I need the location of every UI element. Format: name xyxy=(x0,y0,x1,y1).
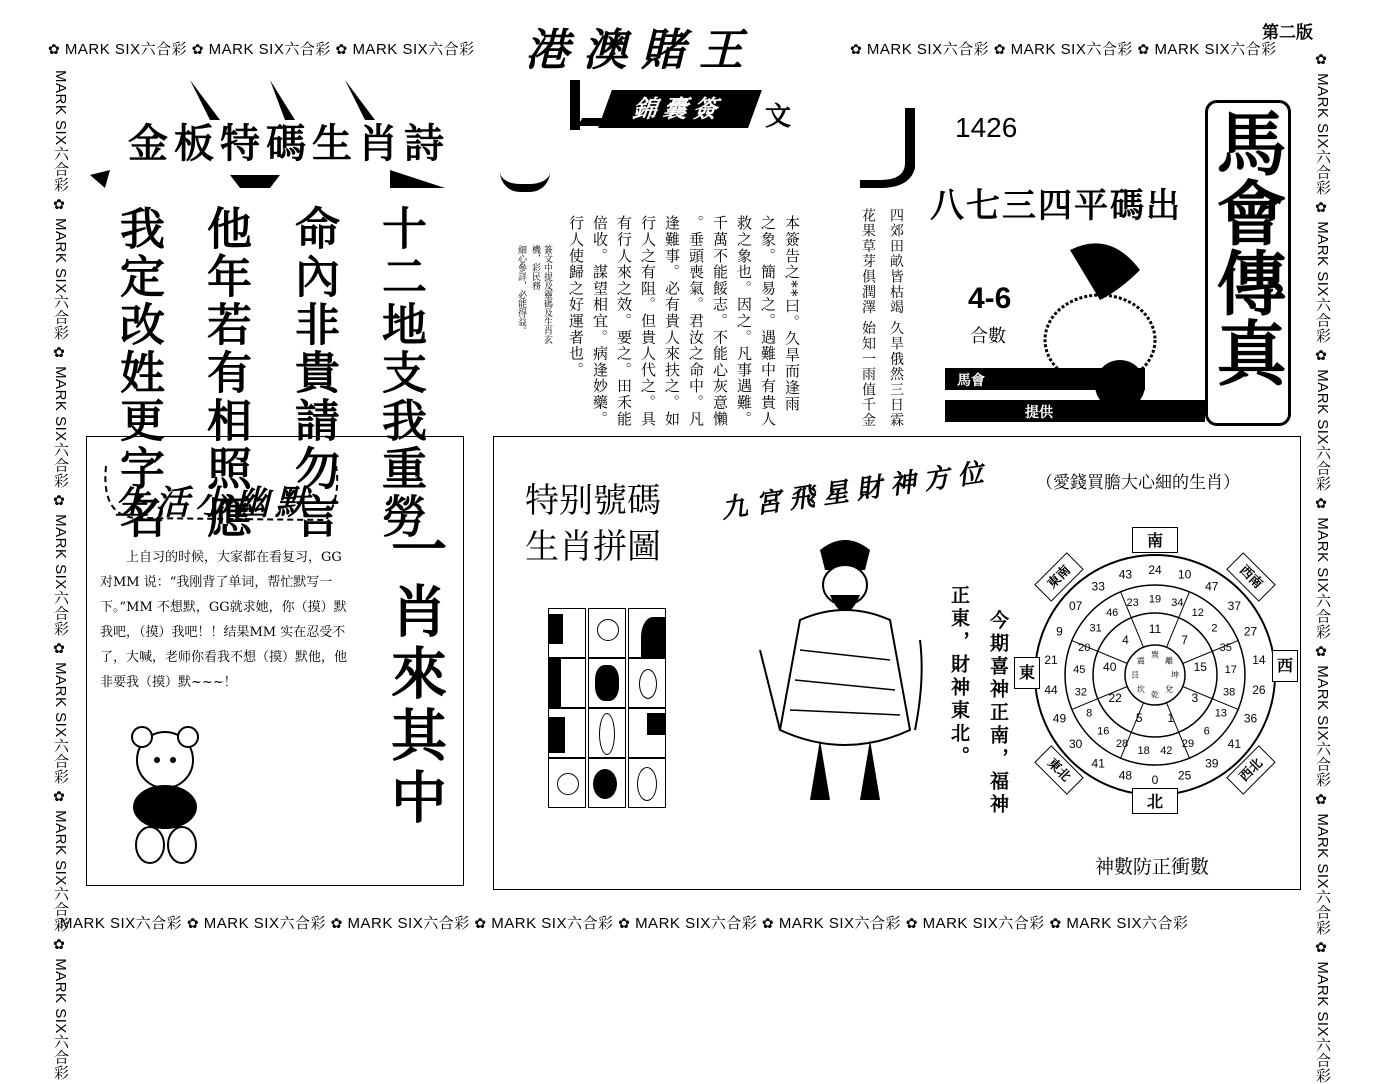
compass-outer-number: 49 xyxy=(1052,711,1067,726)
fortune-line: 。垂頭喪氣。君汝之命中。凡 xyxy=(687,215,705,427)
wealth-god-icon xyxy=(740,530,950,810)
compass-inner-number: 4 xyxy=(1122,632,1129,647)
compass-inner-number: 22 xyxy=(1108,691,1122,705)
flower-icon: ✿ xyxy=(761,915,775,931)
flower-icon: ✿ xyxy=(1314,792,1330,809)
puzzle-title-line1: 特别號碼 xyxy=(525,481,661,521)
flower-icon: ✿ xyxy=(52,492,68,510)
puzzle-tile[interactable] xyxy=(548,608,586,658)
side-poem xyxy=(857,208,907,433)
compass-outer-number: 41 xyxy=(1227,736,1242,751)
flower-icon: ✿ xyxy=(905,915,918,931)
bottom-band: MARK SIX六合彩 ✿ MARK SIX六合彩 ✿ MARK SIX六合彩 ✿ MARK SIX六合彩 ✿ MARK SIX六合彩 ✿ MARK SIX六合彩 ✿ MARK SIX六合彩 ✿ MARK SIX六合彩 xyxy=(60,915,1189,932)
fortune-line: 行人之有阻。但貴人代之。具 xyxy=(639,215,657,427)
compass-outer-number: 39 xyxy=(1205,756,1219,771)
compass-caption-top: （愛錢買膽大心細的生肖） xyxy=(1036,473,1240,493)
flower-icon: ✿ xyxy=(52,788,68,806)
compass-outer-number: 9 xyxy=(1056,624,1063,639)
issue-number: 1426 xyxy=(955,112,1018,143)
compass-middle-number: 12 xyxy=(1191,606,1204,619)
side-poem-line: 四郊田畝皆枯竭 久旱俄然三日霖 xyxy=(888,208,904,428)
flower-icon: ✿ xyxy=(1314,348,1330,365)
compass-outer-number: 07 xyxy=(1068,599,1083,614)
puzzle-title-line2: 生肖拼圖 xyxy=(525,527,661,567)
puzzle-tile[interactable] xyxy=(628,708,666,758)
compass-middle-number: 45 xyxy=(1073,663,1086,676)
compass-trigram: 坤 xyxy=(1171,670,1179,680)
fortune-line: 救之象也。因之。凡事遇難。 xyxy=(735,215,753,427)
fortune-text-block xyxy=(565,215,803,435)
compass-outer-number: 41 xyxy=(1091,756,1105,771)
bear-illustration xyxy=(110,725,220,865)
masthead-suffix: 文 xyxy=(765,102,792,132)
top-band-right: ✿ MARK SIX六合彩 ✿ MARK SIX六合彩 ✿ MARK SIX六合彩 xyxy=(850,41,1277,58)
compass-outer-number: 0 xyxy=(1151,773,1159,787)
compass-outer-number: 43 xyxy=(1118,567,1133,582)
compass-outer-number: 44 xyxy=(1044,682,1058,697)
compass-inner-number: 3 xyxy=(1191,691,1199,705)
compass-middle-number: 38 xyxy=(1222,686,1236,699)
compass-middle-number: 35 xyxy=(1219,641,1232,654)
puzzle-tile[interactable] xyxy=(548,658,586,708)
compass-inner-number: 11 xyxy=(1148,622,1162,636)
compass-middle-number: 42 xyxy=(1160,744,1173,757)
wealth-god-direction-1: 正東，財神東北。 xyxy=(948,585,970,769)
compass-trigram: 乾 xyxy=(1151,690,1159,700)
flower-icon: ✿ xyxy=(330,915,343,931)
flower-icon: ✿ xyxy=(52,640,68,658)
flower-icon: ✿ xyxy=(52,196,68,214)
compass-inner-number: 1 xyxy=(1167,711,1175,726)
puzzle-tile[interactable] xyxy=(628,758,666,808)
compass-outer-number: 36 xyxy=(1243,711,1258,726)
compass-caption-bottom: 神數防正衝數 xyxy=(1095,856,1210,878)
puzzle-tile[interactable] xyxy=(628,658,666,708)
fax-headline: 八七三四平碼出 xyxy=(930,186,1182,226)
compass-inner-number: 40 xyxy=(1103,660,1117,675)
fax-range: 4-6 xyxy=(968,282,1012,315)
flower-icon: ✿ xyxy=(1314,52,1330,69)
compass-middle-number: 20 xyxy=(1078,641,1091,654)
compass-trigram: 坎 xyxy=(1136,684,1145,694)
puzzle-tile[interactable] xyxy=(548,708,586,758)
compass-inner-number: 15 xyxy=(1193,660,1207,675)
top-band-left: ✿ MARK SIX六合彩 ✿ MARK SIX六合彩 ✿ MARK SIX六合彩 xyxy=(48,41,475,58)
compass-trigram: 兌 xyxy=(1165,684,1174,694)
compass-middle-number: 23 xyxy=(1126,597,1139,610)
right-band: ✿ MARK SIX六合彩 ✿ MARK SIX六合彩 ✿ MARK SIX六合彩 ✿ MARK SIX六合彩 ✿ MARK SIX六合彩 ✿ MARK SIX六合彩 ✿ MARK SIX六合彩 xyxy=(1314,52,1331,1084)
compass-trigram: 艮 xyxy=(1131,670,1139,680)
compass-outer-number: 48 xyxy=(1118,768,1133,783)
compass-middle-number: 17 xyxy=(1224,663,1237,676)
flower-icon: ✿ xyxy=(1049,915,1062,931)
wealth-god-arc-title: 九宮飛星財神方位 xyxy=(719,457,994,525)
side-poem-line: 花果草芽俱潤澤 始知一雨值千金 xyxy=(860,208,876,428)
masthead-title: 港澳賭王 xyxy=(525,25,757,76)
puzzle-tile[interactable] xyxy=(588,758,626,808)
fax-title: 馬會傳真 xyxy=(1205,107,1288,387)
compass-inner-number: 5 xyxy=(1135,711,1143,726)
compass-middle-number: 18 xyxy=(1137,744,1150,757)
puzzle-title xyxy=(525,478,661,570)
flower-icon: ✿ xyxy=(52,344,68,362)
fax-provide-bar xyxy=(945,400,1205,422)
compass-outer-number: 21 xyxy=(1044,653,1058,668)
fax-range-label: 合數 xyxy=(970,326,1006,347)
bear-icon xyxy=(110,725,220,865)
compass-dir-northwest: 西北 xyxy=(1226,745,1275,794)
puzzle-tile[interactable] xyxy=(588,608,626,658)
compass-middle-number: 31 xyxy=(1089,622,1102,635)
poem-line-3: 他年若有相照應 xyxy=(199,205,252,541)
compass-outer-number: 27 xyxy=(1243,624,1258,639)
compass-outer-number: 33 xyxy=(1091,579,1105,594)
poem-line-2: 命內非貴請勿言 xyxy=(287,205,340,541)
compass-middle-number: 16 xyxy=(1097,725,1110,738)
poem-line-4: 我定改姓更字名 xyxy=(112,205,165,541)
compass-dir-northeast: 東北 xyxy=(1034,745,1083,794)
fortune-line: 行人使歸之好運者也。 xyxy=(567,215,585,378)
puzzle-grid xyxy=(548,608,670,808)
compass-outer-number: 30 xyxy=(1068,736,1083,751)
compass-trigram: 離 xyxy=(1165,656,1174,666)
flower-icon: ✿ xyxy=(993,41,1006,57)
compass-outer-number: 14 xyxy=(1252,653,1266,668)
puzzle-tile[interactable] xyxy=(588,708,626,758)
flower-icon: ✿ xyxy=(335,41,348,57)
compass-outer-number: 47 xyxy=(1205,579,1219,594)
compass-dir-southwest: 西南 xyxy=(1226,552,1275,601)
wealth-god-illustration xyxy=(740,530,950,810)
flower-icon: ✿ xyxy=(618,915,631,931)
bracket-hook-icon xyxy=(860,108,915,188)
puzzle-tile[interactable] xyxy=(588,658,626,708)
compass-middle-number: 46 xyxy=(1106,606,1119,619)
bracket-right xyxy=(860,108,915,188)
fax-provide-text: 提供 xyxy=(1025,405,1053,421)
compass-middle-number: 28 xyxy=(1115,738,1129,751)
humor-side-caption: 一肖來其中 xyxy=(382,520,448,830)
compass-outer-number: 24 xyxy=(1148,563,1162,577)
compass-middle-number: 34 xyxy=(1171,597,1184,610)
edition-label: 第二版 xyxy=(1262,23,1313,43)
footnote-line: 細心參詳，必能得益。 xyxy=(516,245,526,335)
bracket-left xyxy=(500,172,550,192)
compass-trigram: 巽 xyxy=(1151,650,1159,660)
flower-icon: ✿ xyxy=(1314,644,1330,661)
fortune-line: 千萬不能餒志。不能心灰意懶 xyxy=(711,215,729,427)
flower-icon: ✿ xyxy=(474,915,487,931)
compass-outer-number: 25 xyxy=(1177,768,1192,783)
fax-title-frame xyxy=(1205,100,1291,426)
poem-title: 金板特碼生肖詩 xyxy=(128,120,450,167)
compass-middle-number: 13 xyxy=(1214,707,1227,720)
compass-outer-number: 26 xyxy=(1252,682,1266,697)
compass-middle-number: 8 xyxy=(1086,707,1093,720)
compass-trigram: 震 xyxy=(1136,656,1145,666)
compass-middle-number: 6 xyxy=(1203,725,1210,738)
flower-icon: ✿ xyxy=(191,41,204,57)
compass-middle-number: 19 xyxy=(1148,593,1162,606)
humor-title: 生活小幽默 xyxy=(115,483,315,523)
compass-dir-southeast: 東南 xyxy=(1034,552,1083,601)
compass-middle-number: 29 xyxy=(1181,738,1195,751)
fortune-line: 倍收。謀望相宜。病逢妙藥。 xyxy=(591,215,609,427)
compass-outer-number: 10 xyxy=(1177,567,1192,582)
fortune-line: 有行人來之效。要之。田禾能 xyxy=(615,215,633,427)
puzzle-tile[interactable] xyxy=(548,758,586,808)
fax-provider-bar xyxy=(945,368,1145,390)
fortune-line: 之象。簡易之。遇難中有貴人 xyxy=(759,215,777,427)
flower-icon: ✿ xyxy=(186,915,200,931)
fortune-line: 逢難事。必有貴人來扶之。如 xyxy=(663,215,681,427)
left-band: MARK SIX六合彩 ✿ MARK SIX六合彩 ✿ MARK SIX六合彩 ✿ MARK SIX六合彩 ✿ MARK SIX六合彩 ✿ MARK SIX六合彩 ✿ MARK SIX六合彩 xyxy=(52,70,69,1081)
fortune-line: 本簽告之**曰。久旱而逢雨 xyxy=(783,215,801,412)
compass-outer-number: 37 xyxy=(1227,599,1242,614)
flower-icon: ✿ xyxy=(1314,496,1330,513)
compass-dir-east: 東 xyxy=(1014,657,1040,689)
fax-provider-label: 馬會 xyxy=(957,373,985,389)
flower-icon: ✿ xyxy=(850,41,863,57)
poem-line-1: 十二地支我重勞 xyxy=(374,205,427,541)
compass-middle-number: 2 xyxy=(1211,622,1218,635)
flower-icon: ✿ xyxy=(1314,200,1330,217)
compass-dir-north: 北 xyxy=(1132,788,1178,814)
puzzle-tile[interactable] xyxy=(628,608,666,658)
flower-icon: ✿ xyxy=(48,41,61,57)
masthead-badge: 錦囊簽 xyxy=(598,90,762,128)
flower-icon: ✿ xyxy=(1137,41,1150,57)
fortune-footnote xyxy=(515,245,553,355)
compass-dir-south: 南 xyxy=(1132,527,1178,553)
flower-icon: ✿ xyxy=(1314,940,1330,957)
flower-icon: ✿ xyxy=(52,937,68,954)
compass-inner-number: 7 xyxy=(1181,632,1188,647)
wealth-god-direction-2: 今期喜神正南，福神 xyxy=(987,610,1009,817)
compass-dir-west: 西 xyxy=(1272,650,1298,682)
humor-body: 上自习的时候，大家都在看复习，GG对MM 说：“我刚背了单词，帮忙默写一下。”MM 不想默，GG就求她，你（摸）默我吧，（摸）我吧！！结果MM 实在忍受不了，大喊，老师你看我不想（摸）默他，他非要我（摸）默~~~！ xyxy=(100,550,348,690)
footnote-line: 簽文中提及靈碼及生肖玄機，彩民務 xyxy=(530,245,552,344)
compass-middle-number: 32 xyxy=(1074,686,1088,699)
